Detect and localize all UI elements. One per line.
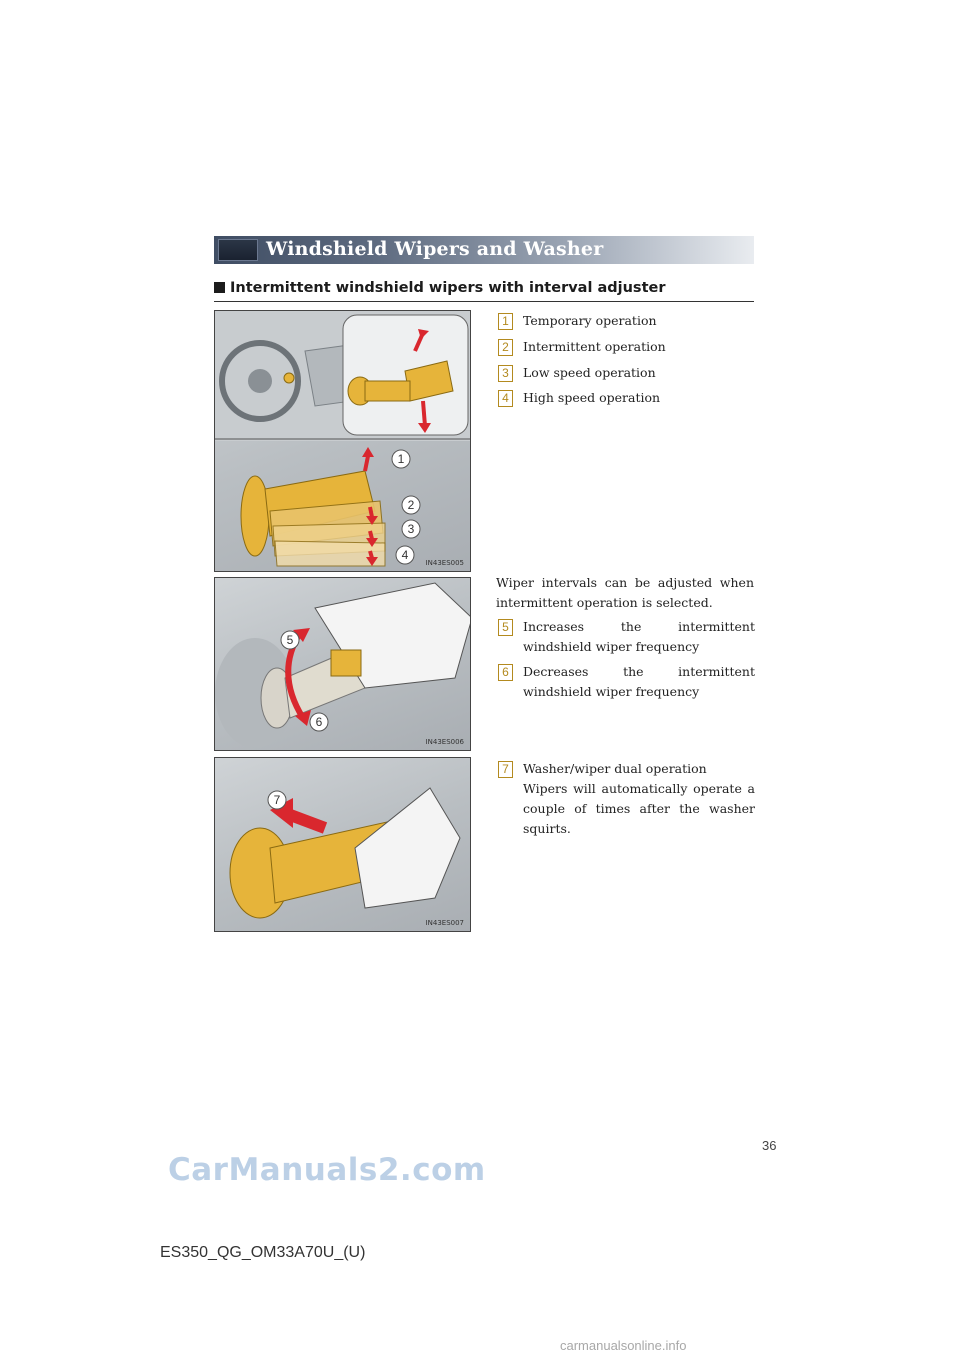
list-item	[498, 390, 661, 407]
list-item	[498, 761, 707, 778]
brand-watermark: CarManuals2.com	[168, 1152, 486, 1188]
callout-number: 4	[498, 390, 513, 407]
list-item-text: High speed operation	[523, 390, 661, 405]
list-item	[498, 313, 657, 330]
figure-code: IN43ES005	[425, 559, 464, 567]
section-heading	[214, 280, 665, 296]
list-item-text: Increases the intermittent windshield wiper frequency	[523, 619, 755, 654]
callout-number: 1	[498, 313, 513, 330]
section-tab-icon	[218, 239, 258, 261]
figure-wiper-lever-positions	[214, 310, 471, 572]
callout-label-4: 4	[401, 548, 409, 562]
callout-label-3: 3	[407, 522, 415, 536]
list-item	[498, 365, 656, 382]
list-item-text: Washer/wiper dual operation	[523, 761, 707, 776]
interval-intro: Wiper intervals can be adjusted when intermittent operation is selected.	[496, 575, 754, 610]
figure-washer-operation	[214, 757, 471, 932]
square-bullet-icon	[214, 282, 225, 293]
callout-label-1: 1	[397, 452, 405, 466]
callout-number: 6	[498, 664, 513, 681]
list-item-text: Low speed operation	[523, 365, 656, 380]
callout-label-7: 7	[273, 793, 281, 807]
interval-adjuster-illustration	[215, 578, 471, 751]
page-number: 36	[762, 1138, 777, 1153]
page-title: Windshield Wipers and Washer	[266, 238, 604, 260]
list-item-text: Decreases the intermittent windshield wiper frequency	[523, 664, 755, 699]
list-item-text: Intermittent operation	[523, 339, 666, 354]
list-item	[498, 339, 666, 356]
callout-label-6: 6	[315, 715, 323, 729]
callout-number: 5	[498, 619, 513, 636]
list-item	[498, 664, 513, 681]
figure-code: IN43ES006	[425, 738, 464, 746]
callout-label-2: 2	[407, 498, 415, 512]
callout-number: 7	[498, 761, 513, 778]
washer-operation-illustration	[215, 758, 471, 932]
section-heading-text: Intermittent windshield wipers with interval adjuster	[230, 280, 666, 296]
document-code: ES350_QG_OM33A70U_(U)	[160, 1244, 366, 1261]
list-item-text: Temporary operation	[523, 313, 657, 328]
figure-interval-adjuster	[214, 577, 471, 751]
washer-description: Wipers will automatically operate a couple of times after the washer squirts.	[523, 781, 755, 836]
callout-number: 2	[498, 339, 513, 356]
callout-label-5: 5	[286, 633, 294, 647]
figure-code: IN43ES007	[425, 919, 464, 927]
callout-number: 3	[498, 365, 513, 382]
site-watermark: carmanualsonline.info	[560, 1338, 687, 1353]
section-rule	[214, 301, 754, 302]
wiper-lever-positions-illustration	[215, 311, 471, 572]
list-item	[498, 619, 513, 636]
